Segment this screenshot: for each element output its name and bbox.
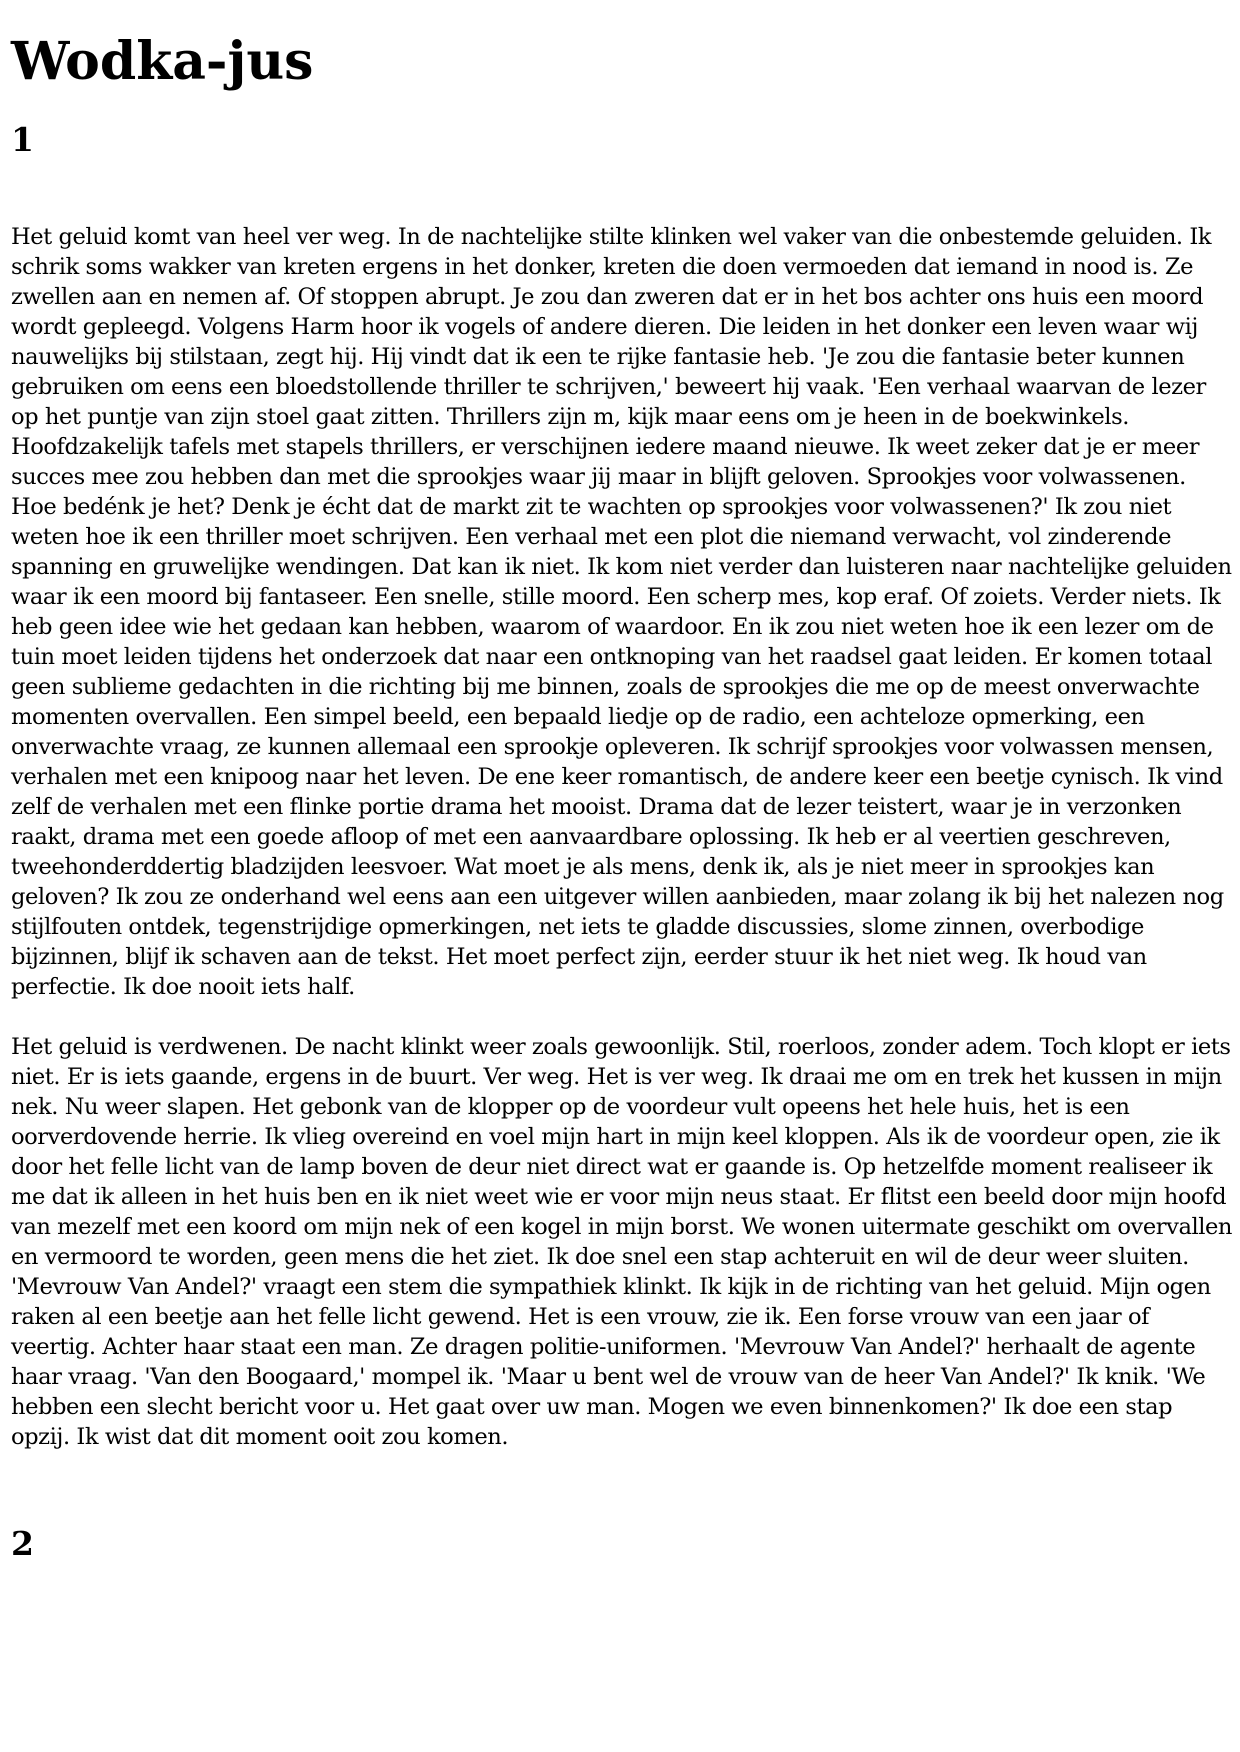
- document-title: Wodka-jus: [11, 31, 314, 92]
- document-page: [11, 0, 1233, 1564]
- body-paragraph: Het geluid is verdwenen. De nacht klinkt weer zoals gewoonlijk. Stil, roerloos, zonder adem. Toch klopt er iets niet. Er is iets gaande, ergens in de buurt. Ver weg. Het is ver weg. Ik draai me om en trek het kussen in mijn nek. Nu weer slapen. Het gebonk van de klopper op de voordeur vult opeens het hele huis, het is een oorverdovende herrie. Ik vlieg overeind en voel mijn hart in mijn keel kloppen. Als ik de voordeur open, zie ik door het felle licht van de lamp boven de deur niet direct wat er gaande is. Op hetzelfde moment realiseer ik me dat ik alleen in het huis ben en ik niet weet wie er voor mijn neus staat. Er flitst een beeld door mijn hoofd van mezelf met een koord om mijn nek of een kogel in mijn borst. We wonen uitermate geschikt om overvallen en vermoord te worden, geen mens die het ziet. Ik doe snel een stap achteruit en wil de deur weer sluiten. 'Mevrouw Van Andel?' vraagt een stem die sympathiek klinkt. Ik kijk in de richting van het geluid. Mijn ogen raken al een beetje aan het felle licht gewend. Het is een vrouw, zie ik. Een forse vrouw van een jaar of veertig. Achter haar staat een man. Ze dragen politie-uniformen. 'Mevrouw Van Andel?' herhaalt de agente haar vraag. 'Van den Boogaard,' mompel ik. 'Maar u bent wel de vrouw van de heer Van Andel?' Ik knik. 'We hebben een slecht bericht voor u. Het gaat over uw man. Mogen we even binnenkomen?' Ik doe een stap opzij. Ik wist dat dit moment ooit zou komen.: [11, 1034, 1233, 1450]
- chapter-heading: 1: [11, 120, 34, 159]
- body-paragraph: Het geluid komt van heel ver weg. In de nachtelijke stilte klinken wel vaker van die onbestemde geluiden. Ik schrik soms wakker van kreten ergens in het donker, kreten die doen vermoeden dat iemand in nood is. Ze zwellen aan en nemen af. Of stoppen abrupt. Je zou dan zweren dat er in het bos achter ons huis een moord wordt gepleegd. Volgens Harm hoor ik vogels of andere dieren. Die leiden in het donker een leven waar wij nauwelijks bij stilstaan, zegt hij. Hij vindt dat ik een te rijke fantasie heb. 'Je zou die fantasie beter kunnen gebruiken om eens een bloedstollende thriller te schrijven,' beweert hij vaak. 'Een verhaal waarvan de lezer op het puntje van zijn stoel gaat zitten. Thrillers zijn m, kijk maar eens om je heen in de boekwinkels. Hoofdzakelijk tafels met stapels thrillers, er verschijnen iedere maand nieuwe. Ik weet zeker dat je er meer succes mee zou hebben dan met die sprookjes waar jij maar in blijft geloven. Sprookjes voor volwassenen. Hoe bedénk je het? Denk je écht dat de markt zit te wachten op sprookjes voor volwassenen?' Ik zou niet weten hoe ik een thriller moet schrijven. Een verhaal met een plot die niemand verwacht, vol zinderende spanning en gruwelijke wendingen. Dat kan ik niet. Ik kom niet verder dan luisteren naar nachtelijke geluiden waar ik een moord bij fantaseer. Een snelle, stille moord. Een scherp mes, kop eraf. Of zoiets. Verder niets. Ik heb geen idee wie het gedaan kan hebben, waarom of waardoor. En ik zou niet weten hoe ik een lezer om de tuin moet leiden tijdens het onderzoek dat naar een ontknoping van het raadsel gaat leiden. Er komen totaal geen sublieme gedachten in die richting bij me binnen, zoals de sprookjes die me op de meest onverwachte momenten overvallen. Een simpel beeld, een bepaald liedje op de radio, een achteloze opmerking, een onverwachte vraag, ze kunnen allemaal een sprookje opleveren. Ik schrijf sprookjes voor volwassen mensen, verhalen met een knipoog naar het leven. De ene keer romantisch, de andere keer een beetje cynisch. Ik vind zelf de verhalen met een flinke portie drama het mooist. Drama dat de lezer teistert, waar je in verzonken raakt, drama met een goede afloop of met een aanvaardbare oplossing. Ik heb er al veertien geschreven, tweehonderddertig bladzijden leesvoer. Wat moet je als mens, denk ik, als je niet meer in sprookjes kan geloven? Ik zou ze onderhand wel eens aan een uitgever willen aanbieden, maar zolang ik bij het nalezen nog stijlfouten ontdek, tegenstrijdige opmerkingen, net iets te gladde discussies, slome zinnen, overbodige bijzinnen, blijf ik schaven aan de tekst. Het moet perfect zijn, eerder stuur ik het niet weg. Ik houd van perfectie. Ik doe nooit iets half.: [11, 224, 1232, 1000]
- chapter-heading: 2: [11, 1524, 34, 1563]
